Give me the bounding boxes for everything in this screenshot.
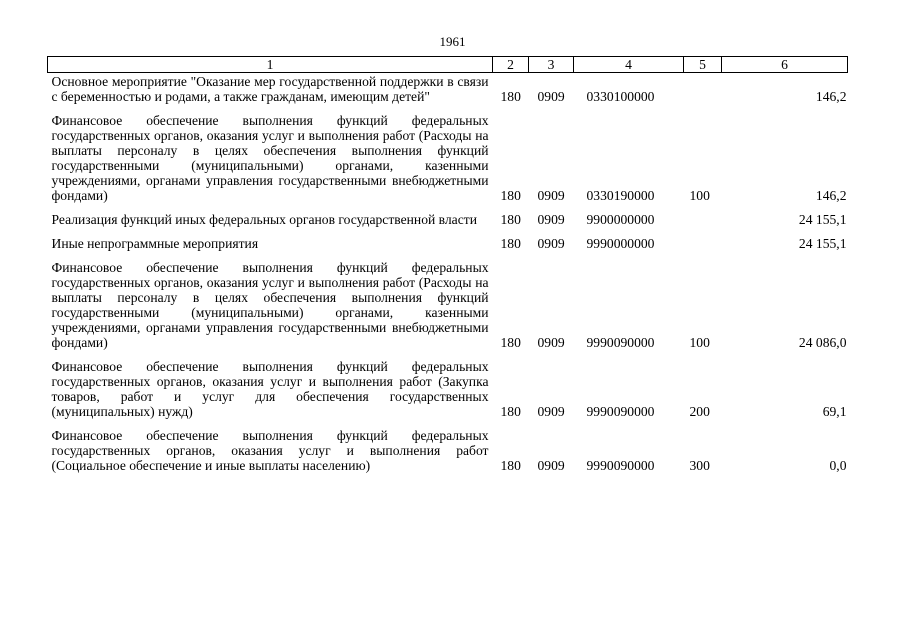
row-gr-code: 180 <box>500 236 521 251</box>
table-body <box>48 73 848 474</box>
header-cell-2: 2 <box>493 57 529 73</box>
header-cell-1: 1 <box>48 57 493 73</box>
header-cell-3: 3 <box>529 57 574 73</box>
row-description: Финансовое обеспечение выполнения функций федеральных государственных органов, оказания услуг и выполнения работ (Закупка товаров, работ и услуг для обеспечения государственных (муниципальных) нужд) <box>51 359 489 419</box>
header-cell-6: 6 <box>722 57 848 73</box>
table-row <box>48 104 848 203</box>
row-gr-code: 180 <box>500 188 521 203</box>
row-expense-type: 200 <box>689 404 710 419</box>
row-expense-type: 300 <box>689 458 710 473</box>
header-row <box>48 57 848 73</box>
row-gr-code: 180 <box>500 404 521 419</box>
row-gr-code: 180 <box>500 458 521 473</box>
row-section-code: 0909 <box>537 188 565 203</box>
row-amount: 24 086,0 <box>798 335 847 350</box>
row-description: Финансовое обеспечение выполнения функций федеральных государственных органов, оказания услуг и выполнения работ (Расходы на выплаты персоналу в целях обеспечения выполнения функций государственными (муниципальными) органами, казенными учреждениями, органами управления государственными внебюджетными фондами) <box>51 260 489 350</box>
table-row <box>48 203 848 227</box>
row-expense-type <box>684 203 722 227</box>
row-description: Иные непрограммные мероприятия <box>51 236 259 251</box>
row-target-code: 9990090000 <box>586 404 655 419</box>
row-section-code: 0909 <box>537 212 565 227</box>
row-section-code: 0909 <box>537 89 565 104</box>
table-row <box>48 73 848 105</box>
row-section-code: 0909 <box>537 404 565 419</box>
table-row <box>48 350 848 419</box>
row-gr-code: 180 <box>500 335 521 350</box>
row-description: Реализация функций иных федеральных органов государственной власти <box>51 212 477 227</box>
row-amount: 24 155,1 <box>798 212 847 227</box>
row-amount: 24 155,1 <box>798 236 847 251</box>
row-expense-type: 100 <box>689 335 710 350</box>
row-expense-type <box>684 73 722 105</box>
row-gr-code: 180 <box>500 212 521 227</box>
row-section-code: 0909 <box>537 335 565 350</box>
row-section-code: 0909 <box>537 458 565 473</box>
table-row <box>48 419 848 473</box>
table-row <box>48 227 848 251</box>
row-target-code: 9990090000 <box>586 458 655 473</box>
row-amount: 0,0 <box>829 458 847 473</box>
row-target-code: 9990000000 <box>586 236 655 251</box>
row-target-code: 9900000000 <box>586 212 655 227</box>
header-cell-4: 4 <box>574 57 684 73</box>
row-expense-type: 100 <box>689 188 710 203</box>
row-description: Основное мероприятие "Оказание мер государственной поддержки в связи с беременностью и родами, а также гражданам, имеющим детей" <box>51 74 489 104</box>
row-description: Финансовое обеспечение выполнения функций федеральных государственных органов, оказания услуг и выполнения работ (Социальное обеспечение и иные выплаты населению) <box>51 428 489 473</box>
row-gr-code: 180 <box>500 89 521 104</box>
header-cell-5: 5 <box>684 57 722 73</box>
page-number: 1961 <box>439 34 466 49</box>
table-row <box>48 251 848 350</box>
row-amount: 146,2 <box>815 89 847 104</box>
budget-table <box>47 56 848 473</box>
row-expense-type <box>684 227 722 251</box>
row-target-code: 0330100000 <box>586 89 655 104</box>
row-section-code: 0909 <box>537 236 565 251</box>
row-amount: 69,1 <box>822 404 847 419</box>
row-description: Финансовое обеспечение выполнения функций федеральных государственных органов, оказания услуг и выполнения работ (Расходы на выплаты персоналу в целях обеспечения выполнения функций государственными (муниципальными) органами, казенными учреждениями, органами управления государственными внебюджетными фондами) <box>51 113 489 203</box>
row-amount: 146,2 <box>815 188 847 203</box>
table-header <box>48 57 848 73</box>
row-target-code: 0330190000 <box>586 188 655 203</box>
row-target-code: 9990090000 <box>586 335 655 350</box>
